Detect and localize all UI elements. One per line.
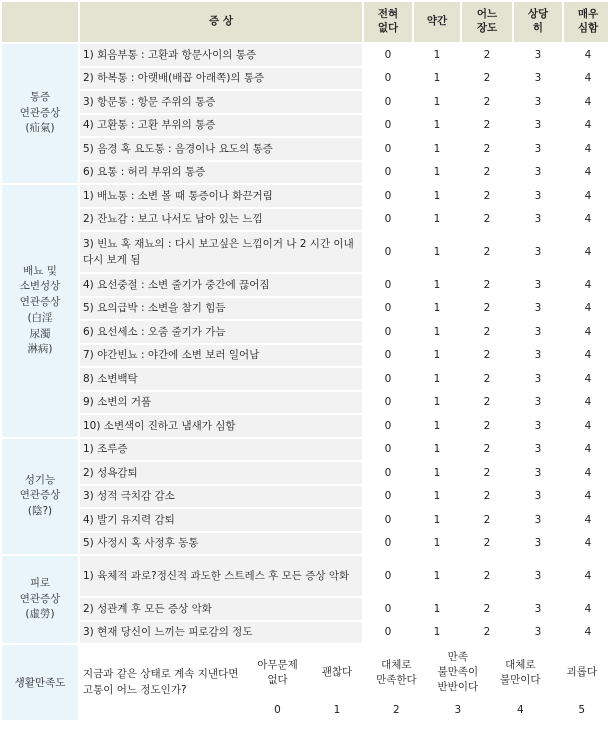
symptom-row <box>2 321 608 343</box>
score-option[interactable]: 2 <box>462 115 512 137</box>
score-option[interactable]: 3 <box>514 298 562 320</box>
score-option[interactable]: 0 <box>364 298 412 320</box>
score-option[interactable]: 3 <box>514 415 562 437</box>
score-option[interactable]: 3 <box>514 91 562 113</box>
satisfaction-row <box>2 645 608 720</box>
score-option[interactable]: 1 <box>414 392 460 414</box>
score-option[interactable]: 0 <box>364 509 412 531</box>
score-option[interactable]: 2 <box>462 415 512 437</box>
score-option[interactable]: 1 <box>414 486 460 508</box>
score-option[interactable]: 0 <box>364 91 412 113</box>
score-option[interactable]: 3 <box>514 345 562 367</box>
symptom-row <box>2 533 608 555</box>
symptom-row <box>2 138 608 160</box>
score-option[interactable]: 3 <box>514 138 562 160</box>
score-option[interactable]: 3 <box>514 68 562 90</box>
score-option[interactable]: 0 <box>364 598 412 620</box>
satisfaction-label: 생활만족도 <box>2 645 78 720</box>
score-option[interactable]: 3 <box>514 533 562 555</box>
satisfaction-grid <box>80 645 608 720</box>
score-option[interactable]: 4 <box>564 68 608 90</box>
score-option[interactable]: 0 <box>364 185 412 207</box>
score-option[interactable]: 2 <box>462 185 512 207</box>
score-option[interactable]: 1 <box>414 345 460 367</box>
satisfaction-option-label: 대체로 불만이다 <box>489 645 551 700</box>
score-option[interactable]: 3 <box>514 209 562 231</box>
score-option[interactable]: 3 <box>514 439 562 461</box>
score-option[interactable]: 4 <box>564 185 608 207</box>
score-option[interactable]: 1 <box>414 509 460 531</box>
symptom-text: 4) 발기 유지력 감퇴 <box>80 509 362 531</box>
symptom-row <box>2 232 608 272</box>
symptom-text: 6) 요선세소 : 오줌 줄기가 가늠 <box>80 321 362 343</box>
score-option[interactable]: 2 <box>462 345 512 367</box>
score-option[interactable]: 4 <box>564 209 608 231</box>
score-option[interactable]: 2 <box>462 486 512 508</box>
score-option[interactable]: 3 <box>514 44 562 66</box>
score-option[interactable]: 1 <box>414 298 460 320</box>
symptom-text: 4) 고환통 : 고환 부위의 통증 <box>80 115 362 137</box>
score-option[interactable]: 3 <box>514 321 562 343</box>
satisfaction-option-label: 아무문제 없다 <box>247 645 307 700</box>
score-option[interactable]: 4 <box>564 115 608 137</box>
symptom-row <box>2 162 608 184</box>
score-option[interactable]: 2 <box>462 321 512 343</box>
symptom-row <box>2 274 608 296</box>
score-option[interactable]: 2 <box>462 392 512 414</box>
score-option[interactable]: 3 <box>514 274 562 296</box>
score-option[interactable]: 2 <box>462 274 512 296</box>
score-option[interactable]: 0 <box>364 162 412 184</box>
score-option[interactable]: 3 <box>514 462 562 484</box>
satisfaction-score-option[interactable]: 1 <box>308 700 366 720</box>
score-option[interactable]: 3 <box>514 598 562 620</box>
score-option[interactable]: 4 <box>564 321 608 343</box>
score-option[interactable]: 0 <box>364 368 412 390</box>
header-level: 상당 히 <box>514 2 562 42</box>
score-option[interactable]: 2 <box>462 138 512 160</box>
satisfaction-score-option[interactable]: 0 <box>247 700 307 720</box>
score-option[interactable]: 2 <box>462 368 512 390</box>
score-option[interactable]: 2 <box>462 232 512 272</box>
satisfaction-score-option[interactable]: 4 <box>489 700 551 720</box>
symptom-text: 8) 소변백탁 <box>80 368 362 390</box>
score-option[interactable]: 4 <box>564 556 608 596</box>
symptom-text: 5) 사정시 혹 사정후 동통 <box>80 533 362 555</box>
score-option[interactable]: 4 <box>564 298 608 320</box>
symptom-text: 1) 배뇨통 : 소변 볼 때 통증이나 화끈거림 <box>80 185 362 207</box>
score-option[interactable]: 4 <box>564 44 608 66</box>
score-option[interactable]: 4 <box>564 622 608 644</box>
satisfaction-score-option[interactable]: 5 <box>552 700 608 720</box>
score-option[interactable]: 0 <box>364 115 412 137</box>
symptom-text: 3) 빈뇨 혹 재뇨의 : 다시 보고싶은 느낌이거 나 2 시간 이내 다시 보게 됨 <box>80 232 362 272</box>
score-option[interactable]: 3 <box>514 368 562 390</box>
score-option[interactable]: 1 <box>414 68 460 90</box>
symptom-text: 1) 회음부통 : 고환과 항문사이의 통증 <box>80 44 362 66</box>
score-option[interactable]: 4 <box>564 509 608 531</box>
score-option[interactable]: 1 <box>414 138 460 160</box>
symptom-text: 3) 성적 극치감 감소 <box>80 486 362 508</box>
score-option[interactable]: 4 <box>564 439 608 461</box>
symptom-row <box>2 509 608 531</box>
category-label: 성기능 연관증상 (陰?) <box>2 439 78 555</box>
satisfaction-option-label: 괴롭다 <box>552 645 608 700</box>
symptom-text: 2) 하복통 : 아랫배(배꼽 아래쪽)의 통증 <box>80 68 362 90</box>
satisfaction-option-label: 만족 불만족이 반반이다 <box>427 645 489 700</box>
symptom-row <box>2 415 608 437</box>
symptom-text: 5) 요의급박 : 소변을 참기 힘듬 <box>80 298 362 320</box>
symptom-row <box>2 209 608 231</box>
score-option[interactable]: 1 <box>414 321 460 343</box>
score-option[interactable]: 4 <box>564 392 608 414</box>
header-blank <box>2 2 78 42</box>
symptom-row <box>2 68 608 90</box>
score-option[interactable]: 1 <box>414 274 460 296</box>
symptom-text: 6) 요통 : 허리 부위의 통증 <box>80 162 362 184</box>
score-option[interactable]: 4 <box>564 162 608 184</box>
score-option[interactable]: 1 <box>414 439 460 461</box>
score-option[interactable]: 2 <box>462 209 512 231</box>
score-option[interactable]: 2 <box>462 91 512 113</box>
symptom-row <box>2 115 608 137</box>
symptom-row <box>2 298 608 320</box>
score-option[interactable]: 1 <box>414 533 460 555</box>
score-option[interactable]: 0 <box>364 345 412 367</box>
score-option[interactable]: 1 <box>414 368 460 390</box>
score-option[interactable]: 4 <box>564 533 608 555</box>
score-option[interactable]: 0 <box>364 274 412 296</box>
score-option[interactable]: 3 <box>514 115 562 137</box>
score-option[interactable]: 1 <box>414 556 460 596</box>
satisfaction-score-option[interactable]: 3 <box>427 700 489 720</box>
symptom-text: 9) 소변의 거품 <box>80 392 362 414</box>
symptom-text: 3) 항문통 : 항문 주위의 통증 <box>80 91 362 113</box>
score-option[interactable]: 0 <box>364 321 412 343</box>
score-option[interactable]: 0 <box>364 533 412 555</box>
score-option[interactable]: 4 <box>564 368 608 390</box>
score-option[interactable]: 3 <box>514 162 562 184</box>
score-option[interactable]: 0 <box>364 439 412 461</box>
score-option[interactable]: 0 <box>364 556 412 596</box>
score-option[interactable]: 0 <box>364 622 412 644</box>
score-option[interactable]: 1 <box>414 462 460 484</box>
header-level: 약간 <box>414 2 460 42</box>
score-option[interactable]: 3 <box>514 509 562 531</box>
symptom-text: 2) 성관계 후 모든 증상 악화 <box>80 598 362 620</box>
satisfaction-option-label: 대체로 만족한다 <box>366 645 426 700</box>
score-option[interactable]: 3 <box>514 556 562 596</box>
symptom-row <box>2 462 608 484</box>
score-option[interactable]: 1 <box>414 598 460 620</box>
symptom-text: 3) 현재 당신이 느끼는 피로감의 정도 <box>80 622 362 644</box>
symptom-text: 1) 육체적 과로?정신적 과도한 스트레스 후 모든 증상 악화 <box>80 556 362 596</box>
satisfaction-block <box>80 645 608 720</box>
score-option[interactable]: 0 <box>364 209 412 231</box>
score-option[interactable]: 1 <box>414 415 460 437</box>
symptom-row <box>2 622 608 644</box>
score-option[interactable]: 4 <box>564 274 608 296</box>
score-option[interactable]: 2 <box>462 462 512 484</box>
score-option[interactable]: 0 <box>364 415 412 437</box>
score-option[interactable]: 2 <box>462 509 512 531</box>
score-option[interactable]: 4 <box>564 486 608 508</box>
score-option[interactable]: 1 <box>414 162 460 184</box>
score-option[interactable]: 4 <box>564 345 608 367</box>
header-level: 어느 장도 <box>462 2 512 42</box>
score-option[interactable]: 2 <box>462 162 512 184</box>
score-option[interactable]: 1 <box>414 209 460 231</box>
header-row <box>2 2 608 42</box>
score-option[interactable]: 0 <box>364 68 412 90</box>
header-symptom: 증 상 <box>80 2 362 42</box>
symptom-row <box>2 598 608 620</box>
score-option[interactable]: 4 <box>564 232 608 272</box>
score-option[interactable]: 2 <box>462 622 512 644</box>
symptom-text: 1) 조루증 <box>80 439 362 461</box>
score-option[interactable]: 3 <box>514 185 562 207</box>
score-option[interactable]: 2 <box>462 298 512 320</box>
symptom-row <box>2 368 608 390</box>
score-option[interactable]: 1 <box>414 185 460 207</box>
score-option[interactable]: 0 <box>364 462 412 484</box>
score-option[interactable]: 4 <box>564 462 608 484</box>
header-level: 매우 심함 <box>564 2 608 42</box>
symptom-text: 4) 요선중절 : 소변 줄기가 중간에 끊어짐 <box>80 274 362 296</box>
score-option[interactable]: 0 <box>364 138 412 160</box>
symptom-row <box>2 439 608 461</box>
symptom-row <box>2 91 608 113</box>
score-option[interactable]: 1 <box>414 44 460 66</box>
score-option[interactable]: 3 <box>514 232 562 272</box>
score-option[interactable]: 2 <box>462 44 512 66</box>
score-option[interactable]: 3 <box>514 486 562 508</box>
score-option[interactable]: 4 <box>564 415 608 437</box>
score-option[interactable]: 2 <box>462 68 512 90</box>
score-option[interactable]: 2 <box>462 556 512 596</box>
category-label: 배뇨 및 소변성상 연관증상 (白淫 尿濁 淋病) <box>2 185 78 437</box>
score-option[interactable]: 2 <box>462 439 512 461</box>
score-option[interactable]: 1 <box>414 91 460 113</box>
satisfaction-score-option[interactable]: 2 <box>366 700 426 720</box>
symptom-text: 5) 음경 혹 요도통 : 음경이나 요도의 통증 <box>80 138 362 160</box>
symptom-text: 10) 소변색이 진하고 냄새가 심함 <box>80 415 362 437</box>
header-level: 전혀 없다 <box>364 2 412 42</box>
symptom-row <box>2 486 608 508</box>
score-option[interactable]: 4 <box>564 138 608 160</box>
symptom-text: 7) 야간빈뇨 : 야간에 소변 보러 일어남 <box>80 345 362 367</box>
score-option[interactable]: 0 <box>364 392 412 414</box>
satisfaction-option-label: 괜찮다 <box>308 645 366 700</box>
category-label: 통증 연관증상 (疝氣) <box>2 44 78 183</box>
score-option[interactable]: 0 <box>364 44 412 66</box>
score-option[interactable]: 3 <box>514 392 562 414</box>
score-option[interactable]: 0 <box>364 232 412 272</box>
score-option[interactable]: 0 <box>364 486 412 508</box>
score-option[interactable]: 4 <box>564 598 608 620</box>
category-label: 피로 연관증상 (虛勞) <box>2 556 78 643</box>
symptom-row <box>2 44 608 66</box>
score-option[interactable]: 2 <box>462 598 512 620</box>
symptom-text: 2) 잔뇨감 : 보고 나서도 남아 있는 느낌 <box>80 209 362 231</box>
score-option[interactable]: 1 <box>414 115 460 137</box>
symptom-row <box>2 345 608 367</box>
score-option[interactable]: 1 <box>414 232 460 272</box>
score-option[interactable]: 2 <box>462 533 512 555</box>
satisfaction-question: 지금과 같은 상태로 계속 지낸다면 고통이 어느 정도인가? <box>80 645 247 720</box>
symptom-row <box>2 556 608 596</box>
score-option[interactable]: 3 <box>514 622 562 644</box>
symptom-text: 2) 성욕감퇴 <box>80 462 362 484</box>
symptom-row <box>2 392 608 414</box>
symptom-row <box>2 185 608 207</box>
score-option[interactable]: 1 <box>414 622 460 644</box>
score-option[interactable]: 4 <box>564 91 608 113</box>
